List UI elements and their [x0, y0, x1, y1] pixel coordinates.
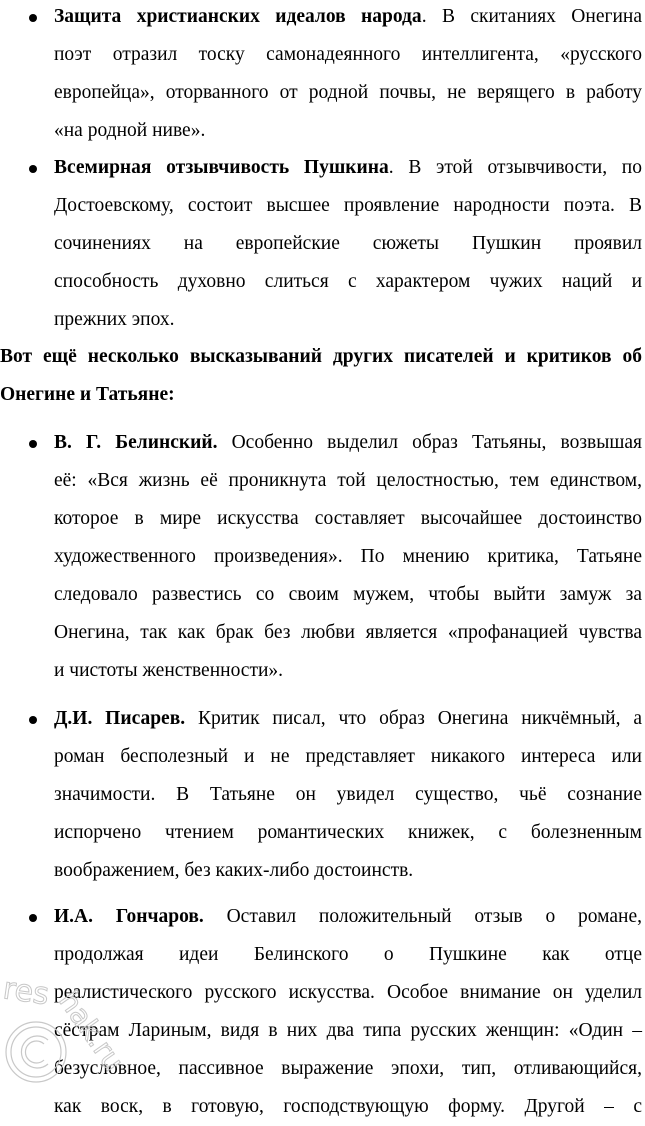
bullet-icon	[29, 914, 37, 922]
list-item-line: которое в мире искусства составляет высочайшее достоинство	[54, 508, 642, 529]
list-item-line	[54, 898, 642, 936]
list-item-line: европейца», оторванного от родной почвы, не верящего в работу	[54, 82, 642, 103]
list-item-line: прежних эпох.	[54, 309, 175, 330]
text: Критик писал, что образ Онегина никчёмный, а	[185, 708, 642, 729]
list-item-line: безусловное, пассивное выражение эпохи, тип, отливающийся,	[54, 1058, 642, 1079]
critic-name: И.А. Гончаров.	[54, 906, 204, 927]
list-item-line: реалистического русского искусства. Особое внимание он уделил	[54, 982, 642, 1003]
list-item-line: роман бесполезный и не представляет никакого интереса или	[54, 746, 642, 767]
text: Оставил положительный отзыв о романе,	[203, 906, 642, 927]
item-title: Всемирная отзывчивость Пушкина	[54, 157, 389, 178]
bullet-icon	[29, 716, 37, 724]
list-item-line: значимости. В Татьяне он увидел существо, чьё сознание	[54, 784, 642, 805]
list-item-line: воображением, без каких-либо достоинств.	[54, 860, 414, 881]
list-item-line: Достоевскому, состоит высшее проявление народности поэта. В	[54, 195, 642, 216]
list-item-line: поэт отразил тоску самонадеянного интеллигента, «русского	[54, 44, 642, 65]
text: Особенно выделил образ Татьяны, возвышая	[217, 432, 642, 453]
list-item-line	[54, 700, 642, 738]
bullet-icon	[29, 165, 37, 173]
list-item-line: способность духовно слиться с характером чужих наций и	[54, 271, 642, 292]
svg-text:res: res	[0, 971, 52, 1013]
text: . В этой отзывчивости, по	[388, 157, 642, 178]
list-item-line	[54, 149, 642, 187]
list-item-line: её: «Вся жизнь её проникнута той целостностью, тем единством,	[54, 470, 642, 491]
list-item-line: продолжая идеи Белинского о Пушкине как отце	[54, 944, 642, 965]
bullet-icon	[29, 440, 37, 448]
list-item-line: художественного произведения». По мнению критика, Татьяне	[54, 546, 642, 567]
list-item-line	[54, 0, 642, 36]
list-item-line: сочинениях на европейские сюжеты Пушкин проявил	[54, 233, 642, 254]
text: . В скитаниях Онегина	[421, 6, 642, 27]
svg-text:hak.ru: hak.ru	[52, 985, 131, 1078]
list-item-line: как воск, в готовую, господствующую форму. Другой – с	[54, 1096, 642, 1117]
item-title: Защита христианских идеалов народа	[54, 6, 422, 27]
list-item-line: следовало развестись со своим мужем, чтобы выйти замуж за	[54, 584, 642, 605]
list-item-line: «на родной ниве».	[54, 120, 206, 141]
section-heading: Вот ещё несколько высказываний других писателей и критиков об	[0, 346, 642, 367]
list-item-line: Онегина, так как брак без любви является «профанацией чувства	[54, 622, 642, 643]
list-item-line: и чистоты женственности».	[54, 660, 284, 681]
bullet-icon	[29, 14, 37, 22]
list-item-line: испорчено чтением романтических книжек, с болезненным	[54, 822, 642, 843]
section-heading: Онегине и Татьяне:	[0, 384, 175, 405]
critic-name: В. Г. Белинский.	[54, 432, 218, 453]
list-item-line	[54, 424, 642, 462]
list-item-line: сёстрам Лариным, видя в них два типа русских женщин: «Один –	[54, 1020, 642, 1041]
critic-name: Д.И. Писарев.	[54, 708, 186, 729]
